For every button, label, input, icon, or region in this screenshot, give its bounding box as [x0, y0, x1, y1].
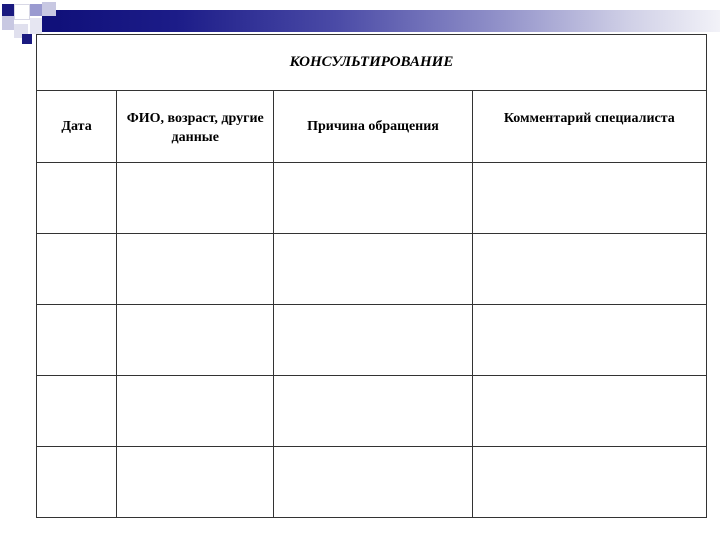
table-cell — [37, 234, 117, 305]
table-cell — [37, 305, 117, 376]
table-cell — [274, 305, 472, 376]
table-header-row — [37, 91, 707, 163]
deco-square — [14, 4, 30, 20]
table-title-row — [37, 35, 707, 91]
table-cell — [37, 163, 117, 234]
table-cell — [274, 234, 472, 305]
table-cell — [472, 163, 706, 234]
deco-square — [42, 16, 56, 32]
deco-square — [30, 18, 42, 34]
table-cell — [274, 376, 472, 447]
table-cell — [117, 376, 274, 447]
table-row — [37, 234, 707, 305]
table-cell — [274, 447, 472, 518]
deco-square — [2, 4, 14, 16]
deco-square — [2, 16, 14, 30]
table-cell — [472, 305, 706, 376]
consultation-table — [36, 34, 707, 518]
table-cell — [472, 234, 706, 305]
table-cell — [37, 376, 117, 447]
column-header-name: ФИО, возраст, другие данные — [117, 91, 274, 163]
table-cell — [472, 376, 706, 447]
header-gradient-bar — [56, 10, 720, 32]
deco-square — [22, 34, 32, 44]
table-cell — [117, 305, 274, 376]
table-row — [37, 305, 707, 376]
table-row — [37, 447, 707, 518]
deco-square — [42, 2, 56, 16]
table-cell — [117, 447, 274, 518]
column-header-date: Дата — [37, 91, 117, 163]
table-row — [37, 163, 707, 234]
table-cell — [37, 447, 117, 518]
table-cell — [274, 163, 472, 234]
table-row — [37, 376, 707, 447]
column-header-reason: Причина обращения — [274, 91, 472, 163]
deco-square — [30, 4, 42, 16]
column-header-comment: Комментарий специалиста — [472, 91, 706, 163]
table-cell — [117, 163, 274, 234]
table-title: КОНСУЛЬТИРОВАНИЕ — [37, 35, 707, 91]
table-cell — [117, 234, 274, 305]
table-cell — [472, 447, 706, 518]
table — [36, 34, 707, 518]
